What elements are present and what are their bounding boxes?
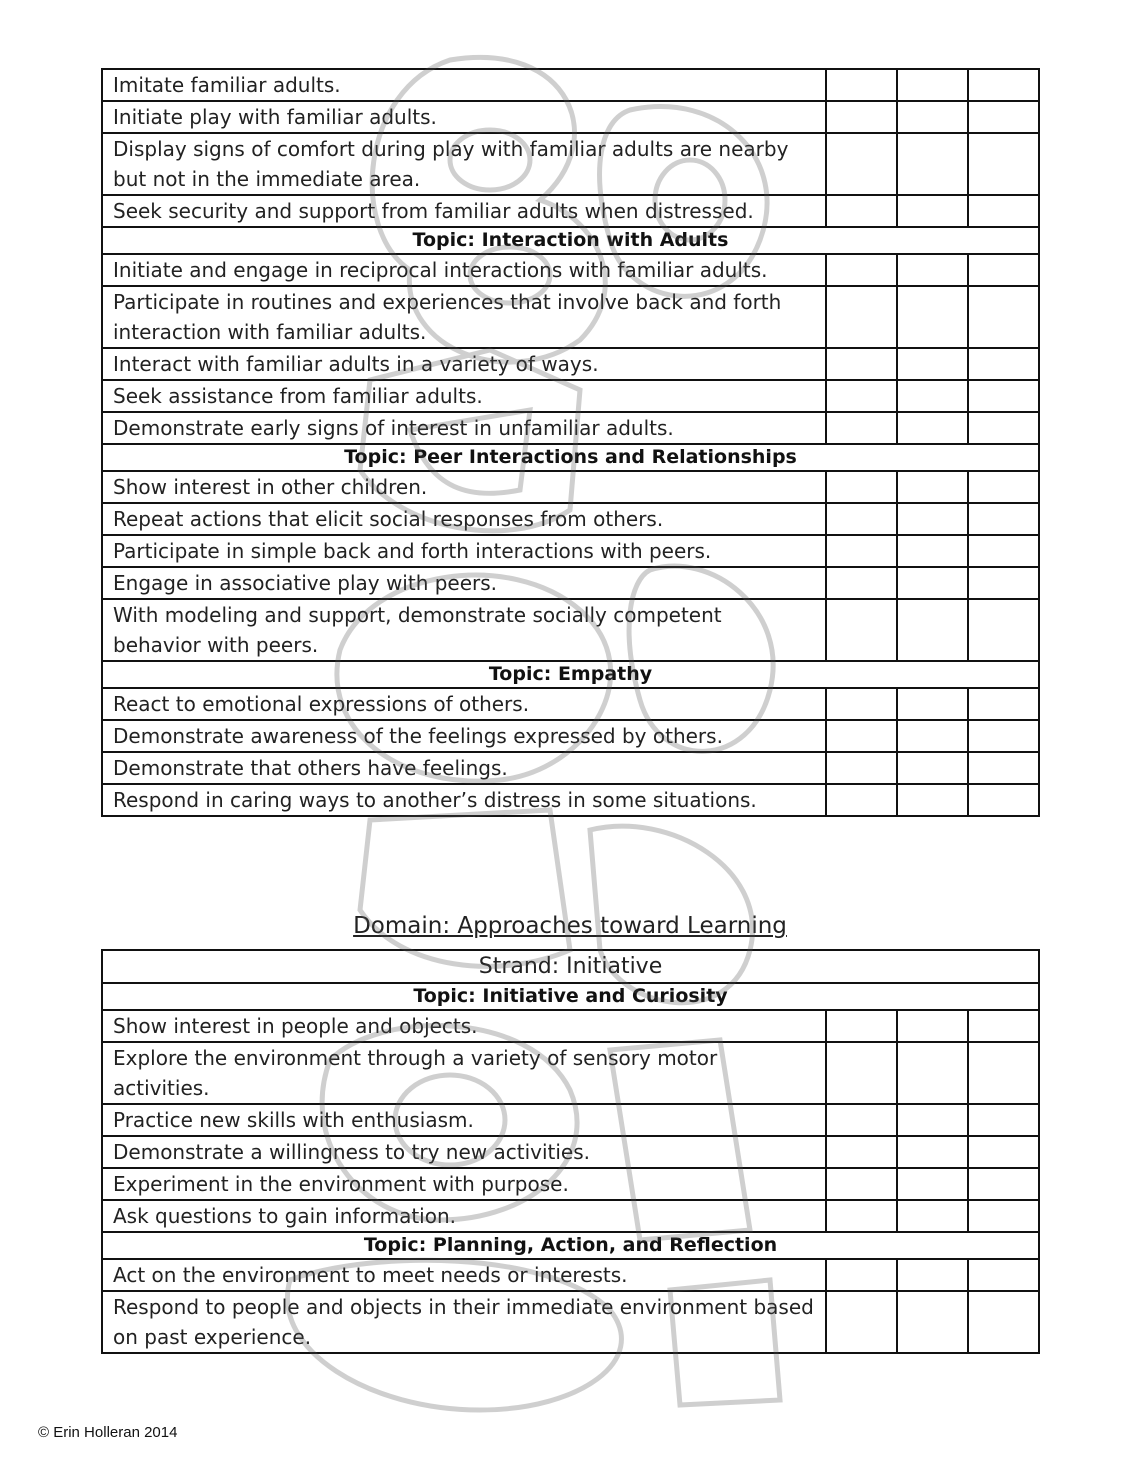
checkbox-cell-1[interactable] [826, 1259, 897, 1291]
checkbox-cell-3[interactable] [968, 254, 1039, 286]
domain-title: Domain: Approaches toward Learning [353, 913, 787, 939]
checkbox-cell-1[interactable] [826, 133, 897, 195]
checkbox-cell-2[interactable] [897, 380, 968, 412]
checklist-row [102, 1291, 1039, 1353]
checklist-row [102, 1104, 1039, 1136]
skill-description: Show interest in other children. [102, 471, 826, 503]
checkbox-cell-3[interactable] [968, 1104, 1039, 1136]
checkbox-cell-3[interactable] [968, 784, 1039, 816]
checkbox-cell-2[interactable] [897, 133, 968, 195]
checkbox-cell-1[interactable] [826, 380, 897, 412]
copyright-notice: © Erin Holleran 2014 [38, 1424, 178, 1441]
checkbox-cell-3[interactable] [968, 1136, 1039, 1168]
checkbox-cell-2[interactable] [897, 752, 968, 784]
checkbox-cell-1[interactable] [826, 503, 897, 535]
checkbox-cell-2[interactable] [897, 599, 968, 661]
checkbox-cell-1[interactable] [826, 1104, 897, 1136]
checkbox-cell-3[interactable] [968, 535, 1039, 567]
checkbox-cell-1[interactable] [826, 1010, 897, 1042]
skill-description: Demonstrate that others have feelings. [102, 752, 826, 784]
skill-description: Act on the environment to meet needs or interests. [102, 1259, 826, 1291]
checkbox-cell-2[interactable] [897, 688, 968, 720]
checkbox-cell-1[interactable] [826, 535, 897, 567]
checkbox-cell-2[interactable] [897, 1291, 968, 1353]
strand-heading: Strand: Initiative [102, 950, 1039, 983]
checkbox-cell-1[interactable] [826, 784, 897, 816]
checklist-row [102, 1168, 1039, 1200]
checkbox-cell-2[interactable] [897, 1168, 968, 1200]
skill-description: Initiate play with familiar adults. [102, 101, 826, 133]
checkbox-cell-3[interactable] [968, 688, 1039, 720]
checkbox-cell-3[interactable] [968, 1259, 1039, 1291]
checklist-row [102, 471, 1039, 503]
checklist-row [102, 254, 1039, 286]
checkbox-cell-2[interactable] [897, 101, 968, 133]
checklist-table-approaches [101, 949, 1040, 1354]
skill-description: Engage in associative play with peers. [102, 567, 826, 599]
checkbox-cell-3[interactable] [968, 1042, 1039, 1104]
checkbox-cell-1[interactable] [826, 1042, 897, 1104]
checklist-row [102, 1200, 1039, 1232]
checkbox-cell-1[interactable] [826, 567, 897, 599]
skill-description: Demonstrate early signs of interest in unfamiliar adults. [102, 412, 826, 444]
checklist-row [102, 1042, 1039, 1104]
checkbox-cell-2[interactable] [897, 1104, 968, 1136]
skill-description: Respond in caring ways to another’s distress in some situations. [102, 784, 826, 816]
checkbox-cell-3[interactable] [968, 503, 1039, 535]
checkbox-cell-1[interactable] [826, 688, 897, 720]
topic-header-row [102, 983, 1039, 1010]
skill-description: Seek assistance from familiar adults. [102, 380, 826, 412]
checklist-row [102, 535, 1039, 567]
checkbox-cell-1[interactable] [826, 195, 897, 227]
skill-description: Explore the environment through a variety of sensory motor activities. [102, 1042, 826, 1104]
checkbox-cell-2[interactable] [897, 471, 968, 503]
skill-description: Respond to people and objects in their immediate environment based on past experience. [102, 1291, 826, 1353]
skill-description: Interact with familiar adults in a variety of ways. [102, 348, 826, 380]
skill-description: Participate in simple back and forth interactions with peers. [102, 535, 826, 567]
checkbox-cell-1[interactable] [826, 752, 897, 784]
topic-heading: Topic: Peer Interactions and Relationships [102, 444, 1039, 471]
skill-description: Initiate and engage in reciprocal interactions with familiar adults. [102, 254, 826, 286]
skill-description: Show interest in people and objects. [102, 1010, 826, 1042]
checkbox-cell-1[interactable] [826, 348, 897, 380]
checkbox-cell-2[interactable] [897, 1200, 968, 1232]
checklist-row [102, 69, 1039, 101]
checkbox-cell-1[interactable] [826, 254, 897, 286]
checkbox-cell-3[interactable] [968, 380, 1039, 412]
skill-description: Practice new skills with enthusiasm. [102, 1104, 826, 1136]
checkbox-cell-3[interactable] [968, 471, 1039, 503]
checkbox-cell-3[interactable] [968, 1168, 1039, 1200]
checkbox-cell-1[interactable] [826, 471, 897, 503]
checklist-row [102, 133, 1039, 195]
checkbox-cell-2[interactable] [897, 195, 968, 227]
checkbox-cell-1[interactable] [826, 1168, 897, 1200]
checklist-row [102, 380, 1039, 412]
checkbox-cell-3[interactable] [968, 1291, 1039, 1353]
checkbox-cell-1[interactable] [826, 412, 897, 444]
skill-description: Ask questions to gain information. [102, 1200, 826, 1232]
checklist-row [102, 599, 1039, 661]
checkbox-cell-2[interactable] [897, 1010, 968, 1042]
skill-description: Experiment in the environment with purpose. [102, 1168, 826, 1200]
checklist-row [102, 1010, 1039, 1042]
checkbox-cell-3[interactable] [968, 752, 1039, 784]
topic-header-row [102, 227, 1039, 254]
checkbox-cell-1[interactable] [826, 69, 897, 101]
checklist-row [102, 688, 1039, 720]
checklist-row [102, 286, 1039, 348]
skill-description: Demonstrate awareness of the feelings expressed by others. [102, 720, 826, 752]
checkbox-cell-3[interactable] [968, 69, 1039, 101]
topic-heading: Topic: Initiative and Curiosity [102, 983, 1039, 1010]
checkbox-cell-2[interactable] [897, 412, 968, 444]
topic-heading: Topic: Interaction with Adults [102, 227, 1039, 254]
checkbox-cell-3[interactable] [968, 1010, 1039, 1042]
checklist-table-social [101, 68, 1040, 817]
checklist-row [102, 720, 1039, 752]
skill-description: With modeling and support, demonstrate socially competent behavior with peers. [102, 599, 826, 661]
checklist-row [102, 195, 1039, 227]
checkbox-cell-2[interactable] [897, 348, 968, 380]
checkbox-cell-3[interactable] [968, 286, 1039, 348]
checklist-row [102, 1136, 1039, 1168]
checkbox-cell-3[interactable] [968, 599, 1039, 661]
checklist-row [102, 503, 1039, 535]
checkbox-cell-1[interactable] [826, 1200, 897, 1232]
topic-header-row [102, 661, 1039, 688]
skill-description: Repeat actions that elicit social responses from others. [102, 503, 826, 535]
topic-header-row [102, 1232, 1039, 1259]
checkbox-cell-2[interactable] [897, 1136, 968, 1168]
checkbox-cell-1[interactable] [826, 286, 897, 348]
checklist-row [102, 412, 1039, 444]
checkbox-cell-1[interactable] [826, 599, 897, 661]
topic-heading: Topic: Empathy [102, 661, 1039, 688]
topic-heading: Topic: Planning, Action, and Reflection [102, 1232, 1039, 1259]
checkbox-cell-1[interactable] [826, 1136, 897, 1168]
checkbox-cell-3[interactable] [968, 101, 1039, 133]
checkbox-cell-2[interactable] [897, 784, 968, 816]
checkbox-cell-3[interactable] [968, 348, 1039, 380]
checkbox-cell-2[interactable] [897, 1042, 968, 1104]
checkbox-cell-3[interactable] [968, 720, 1039, 752]
checkbox-cell-3[interactable] [968, 412, 1039, 444]
checkbox-cell-2[interactable] [897, 503, 968, 535]
skill-description: Seek security and support from familiar adults when distressed. [102, 195, 826, 227]
checkbox-cell-2[interactable] [897, 286, 968, 348]
checklist-row [102, 567, 1039, 599]
checklist-row [102, 101, 1039, 133]
checkbox-cell-3[interactable] [968, 133, 1039, 195]
skill-description: Demonstrate a willingness to try new activities. [102, 1136, 826, 1168]
checkbox-cell-3[interactable] [968, 1200, 1039, 1232]
skill-description: Imitate familiar adults. [102, 69, 826, 101]
checkbox-cell-2[interactable] [897, 567, 968, 599]
skill-description: Participate in routines and experiences that involve back and forth interaction with familiar adults. [102, 286, 826, 348]
skill-description: React to emotional expressions of others. [102, 688, 826, 720]
checkbox-cell-1[interactable] [826, 1291, 897, 1353]
skill-description: Display signs of comfort during play with familiar adults are nearby but not in the immediate area. [102, 133, 826, 195]
checklist-row [102, 784, 1039, 816]
checklist-row [102, 752, 1039, 784]
checklist-row [102, 348, 1039, 380]
checkbox-cell-1[interactable] [826, 720, 897, 752]
checkbox-cell-2[interactable] [897, 254, 968, 286]
checkbox-cell-1[interactable] [826, 101, 897, 133]
checkbox-cell-3[interactable] [968, 195, 1039, 227]
topic-header-row [102, 444, 1039, 471]
checkbox-cell-2[interactable] [897, 535, 968, 567]
checkbox-cell-2[interactable] [897, 720, 968, 752]
checkbox-cell-2[interactable] [897, 69, 968, 101]
checkbox-cell-3[interactable] [968, 567, 1039, 599]
checklist-row [102, 1259, 1039, 1291]
strand-header-row [102, 950, 1039, 983]
checkbox-cell-2[interactable] [897, 1259, 968, 1291]
